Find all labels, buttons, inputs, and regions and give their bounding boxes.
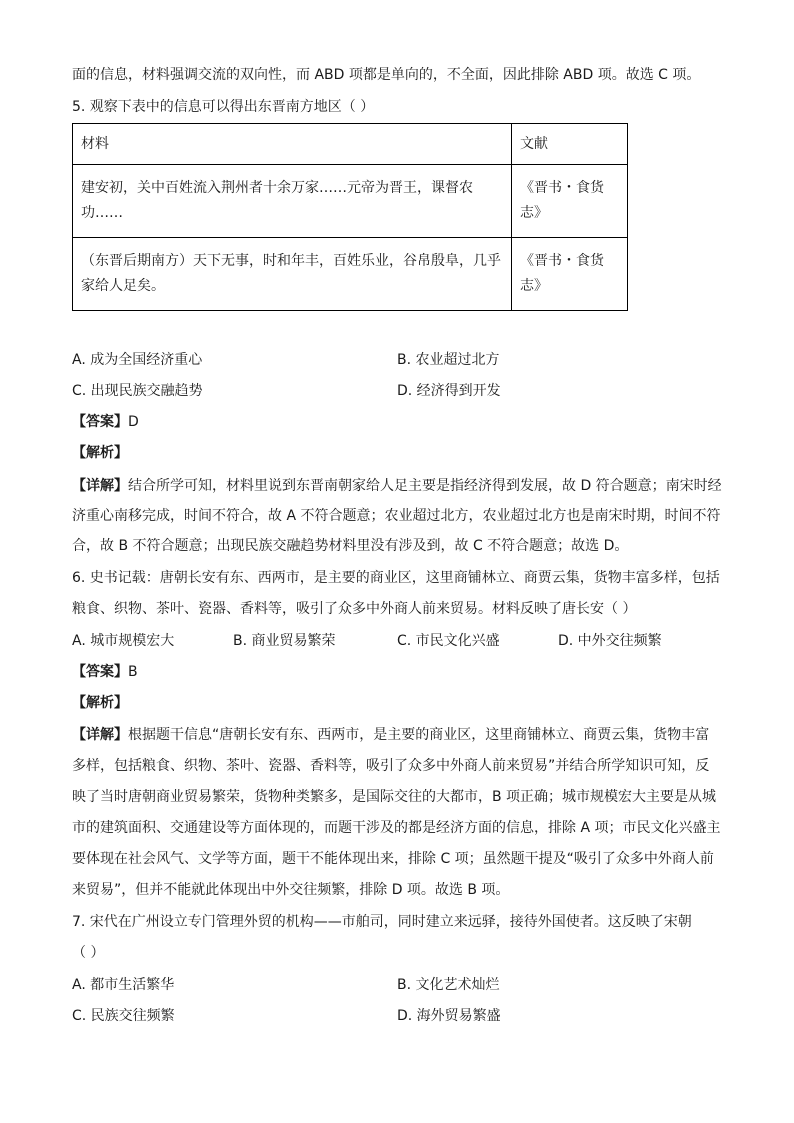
question-6-stem: 粮食、织物、茶叶、瓷器、香料等，吸引了众多中外商人前来贸易。材料反映了唐长安（ ） <box>72 601 637 617</box>
detail-text: 结合所学可知，材料里说到东晋南朝家给人足主要是指经济得到发展，故 D 符合题意；南宋时经 <box>128 478 722 494</box>
question-6-stem: 6. 史书记载：唐朝长安有东、西两市，是主要的商业区，这里商铺林立、商贾云集，货物丰富多样，包括 <box>72 570 720 586</box>
intro-line: 面的信息，材料强调交流的双向性，而 ABD 项都是单向的，不全面，因此排除 ABD 项。故选 C 项。 <box>72 67 701 83</box>
q6-detail-line <box>72 725 709 745</box>
q6-detail-line: 市的建筑面积、交通建设等方面体现的，而题干涉及的都是经济方面的信息，排除 A 项；市民文化兴盛主 <box>72 820 721 836</box>
q5-detail-line: 合，故 B 不符合题意；出现民族交融趋势材料里没有涉及到，故 C 不符合题意；故选 D。 <box>72 538 629 554</box>
q5-detail-line: 济重心南移完成，时间不符合，故 A 不符合题意；农业超过北方，农业超过北方也是南宋时期，时间不符 <box>72 508 721 524</box>
q6-option-d: D. 中外交往频繁 <box>558 633 662 649</box>
q5-detail-line <box>72 476 722 496</box>
answer-value: D <box>128 414 139 430</box>
answer-value: B <box>128 664 138 680</box>
q5-option-c: C. 出现民族交融趋势 <box>72 383 203 399</box>
table-row <box>73 165 628 238</box>
answer-tag: 【答案】 <box>72 664 128 680</box>
table-cell-material <box>73 165 512 238</box>
cell-line: 志》 <box>520 205 548 221</box>
q6-option-a: A. 城市规模宏大 <box>72 633 175 649</box>
q7-option-a: A. 都市生活繁华 <box>72 977 175 993</box>
q5-analysis-tag: 【解析】 <box>72 445 128 461</box>
question-7-stem: （ ） <box>72 945 105 961</box>
q6-detail-line: 映了当时唐朝商业贸易繁荣，货物种类繁多，是国际交往的大都市，B 项正确；城市规模宏大主要是从城 <box>72 789 717 805</box>
cell-line: 建安初，关中百姓流入荆州者十余万家……元帝为晋王，课督农 <box>81 180 473 196</box>
cell-line: 《晋书・食货 <box>520 253 604 269</box>
table-header-row <box>73 124 628 165</box>
cell-line: 功…… <box>81 205 123 221</box>
q5-option-b: B. 农业超过北方 <box>397 352 500 368</box>
cell-line: 家给人足矣。 <box>81 278 165 294</box>
q5-answer-line <box>72 412 139 432</box>
q6-detail-line: 多样，包括粮食、织物、茶叶、瓷器、香料等，吸引了众多中外商人前来贸易”并结合所学知识可知，反 <box>72 758 710 774</box>
q6-option-b: B. 商业贸易繁荣 <box>233 633 336 649</box>
table-cell-source <box>512 238 628 311</box>
table-row <box>73 238 628 311</box>
q6-option-c: C. 市民文化兴盛 <box>397 633 500 649</box>
table-cell-material <box>73 238 512 311</box>
table-cell-source <box>512 165 628 238</box>
answer-tag: 【答案】 <box>72 414 128 430</box>
cell-line: （东晋后期南方）天下无事，时和年丰，百姓乐业，谷帛殷阜，几乎 <box>81 253 501 269</box>
detail-text: 根据题干信息“唐朝长安有东、西两市，是主要的商业区，这里商铺林立、商贾云集，货物丰富 <box>128 727 710 743</box>
detail-tag: 【详解】 <box>72 727 128 743</box>
table-header-material: 材料 <box>73 124 512 165</box>
q6-detail-line: 要体现在社会风气、文学等方面，题干不能体现出来，排除 C 项；虽然题干提及“吸引了众多中外商人前 <box>72 851 714 867</box>
cell-line: 志》 <box>520 278 548 294</box>
q6-detail-line: 来贸易”，但并不能就此体现出中外交往频繁，排除 D 项。故选 B 项。 <box>72 882 510 898</box>
question-5-stem: 5. 观察下表中的信息可以得出东晋南方地区（ ） <box>72 99 375 115</box>
q7-option-d: D. 海外贸易繁盛 <box>397 1008 501 1024</box>
q6-answer-line <box>72 662 138 682</box>
q5-option-a: A. 成为全国经济重心 <box>72 352 203 368</box>
cell-line: 《晋书・食货 <box>520 180 604 196</box>
q7-option-b: B. 文化艺术灿烂 <box>397 977 500 993</box>
question-7-stem: 7. 宋代在广州设立专门管理外贸的机构——市舶司，同时建立来远驿，接待外国使者。这反映了宋朝 <box>72 914 692 930</box>
q5-option-d: D. 经济得到开发 <box>397 383 501 399</box>
table-header-source: 文献 <box>512 124 628 165</box>
q6-analysis-tag: 【解析】 <box>72 695 128 711</box>
q7-option-c: C. 民族交往频繁 <box>72 1008 175 1024</box>
question-5-table <box>72 123 628 311</box>
detail-tag: 【详解】 <box>72 478 128 494</box>
